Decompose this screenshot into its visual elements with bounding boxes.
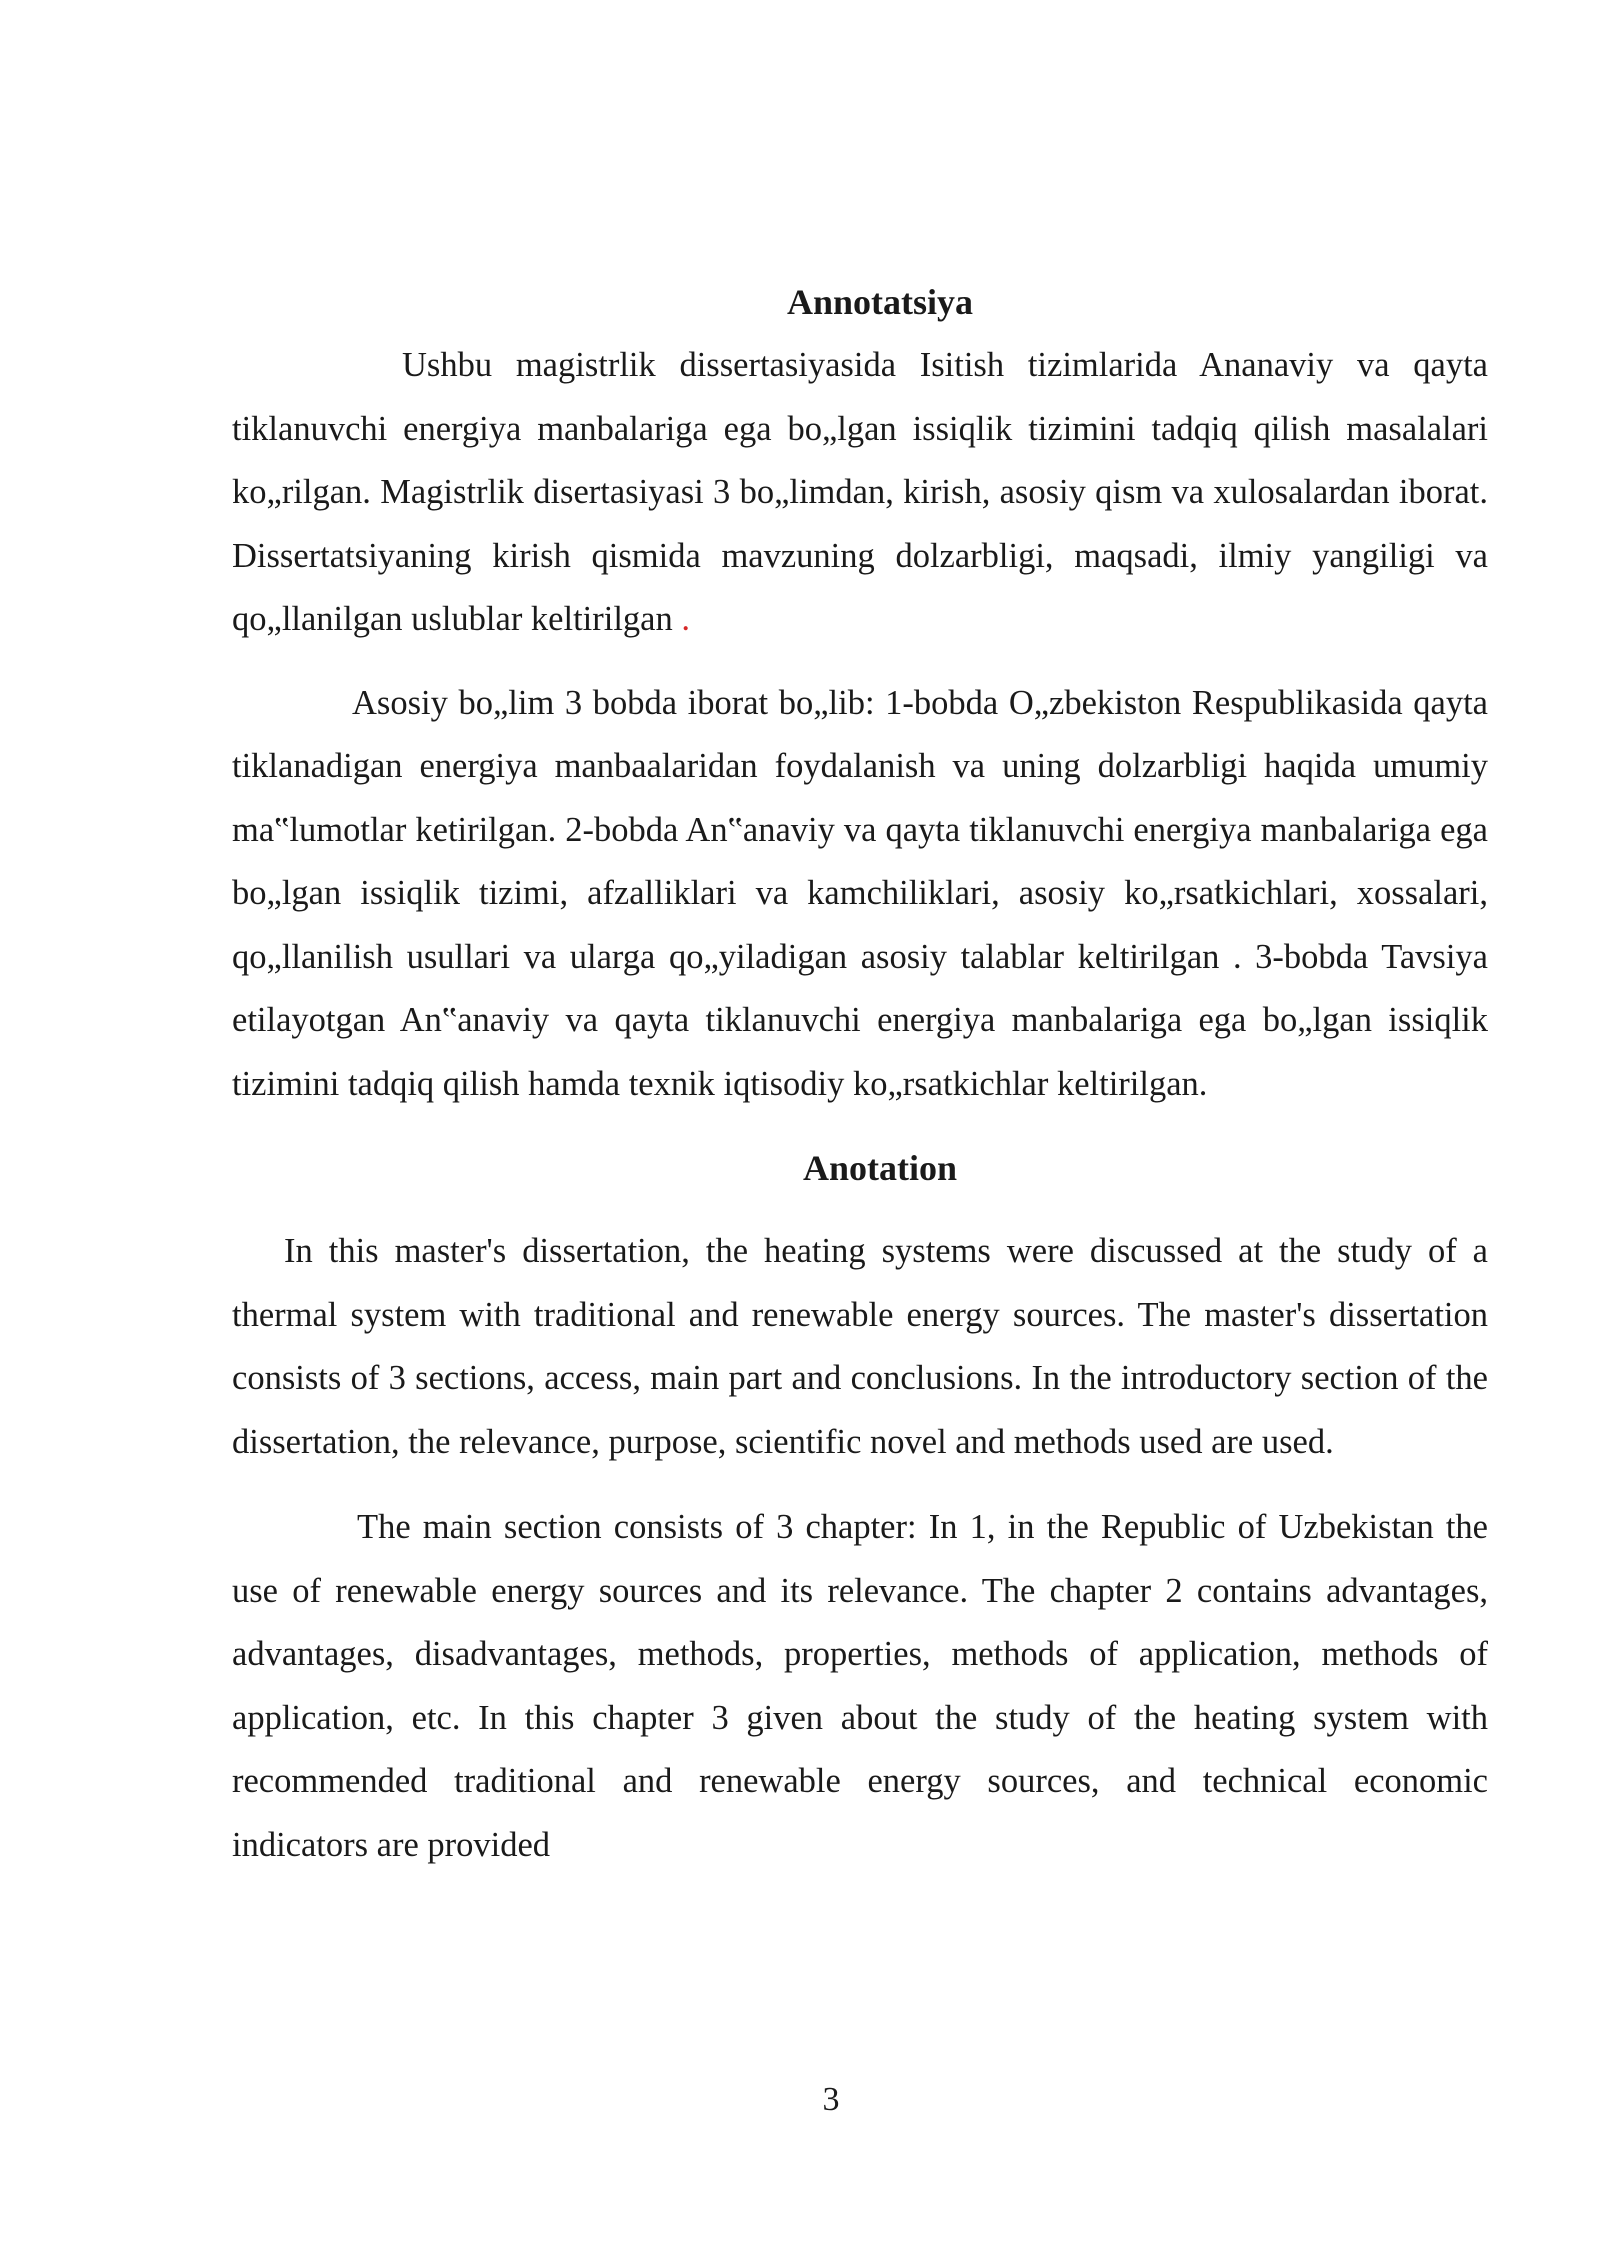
en-heading: Anotation (802, 1148, 958, 1188)
uz-paragraph-1 (232, 334, 1488, 652)
uz-paragraph-1-text: Ushbu magistrlik dissertasiyasida Isitish tizimlarida Ananaviy va qayta tiklanuvchi energiya manbalariga ega bo„lgan issiqlik tizimini tadqiq qilish masalalari ko„rilgan. Magistrlik disertasiyasi 3 bo„limdan, kirish, asosiy qism va xulosalardan iborat. Dissertatsiyaning kirish qismida mavzuning dolzarbligi, maqsadi, ilmiy yangiligi va qo„llanilgan uslublar keltirilgan (232, 346, 1488, 638)
en-paragraph-2: The main section consists of 3 chapter: In 1, in the Republic of Uzbekistan the use of renewable energy sources and its relevance. The chapter 2 contains advantages, advantages, disadvantages, methods, properties, methods of application, methods of application, etc. In this chapter 3 given about the study of the heating system with recommended traditional and renewable energy sources, and technical economic indicators are provided (232, 1508, 1488, 1864)
en-paragraph-1: In this master's dissertation, the heating systems were discussed at the study of a thermal system with traditional and renewable energy sources. The master's dissertation consists of 3 sections, access, main part and conclusions. In the introductory section of the dissertation, the relevance, purpose, scientific novel and methods used are used. (232, 1232, 1488, 1461)
uz-paragraph-1-end-mark: . (681, 600, 690, 638)
page-content (232, 270, 1488, 1877)
uz-heading: Annotatsiya (786, 282, 974, 322)
uz-paragraph-2: Asosiy bo„lim 3 bobda iborat bo„lib: 1-bobda O„zbekiston Respublikasida qayta tiklanadigan energiya manbaalaridan foydalanish va uning dolzarbligi haqida umumiy ma‟lumotlar ketirilgan. 2-bobda An‟anaviy va qayta tiklanuvchi energiya manbalariga ega bo„lgan issiqlik tizimi, afzalliklari va kamchiliklari, asosiy ko„rsatkichlari, xossalari, qo„llanilish usullari va ularga qo„yiladigan asosiy talablar keltirilgan . 3-bobda Tavsiya etilayotgan An‟anaviy va qayta tiklanuvchi energiya manbalariga ega bo„lgan issiqlik tizimini tadqiq qilish hamda texnik iqtisodiy ko„rsatkichlar keltirilgan. (232, 683, 1488, 1103)
page-number: 3 (822, 2081, 840, 2118)
